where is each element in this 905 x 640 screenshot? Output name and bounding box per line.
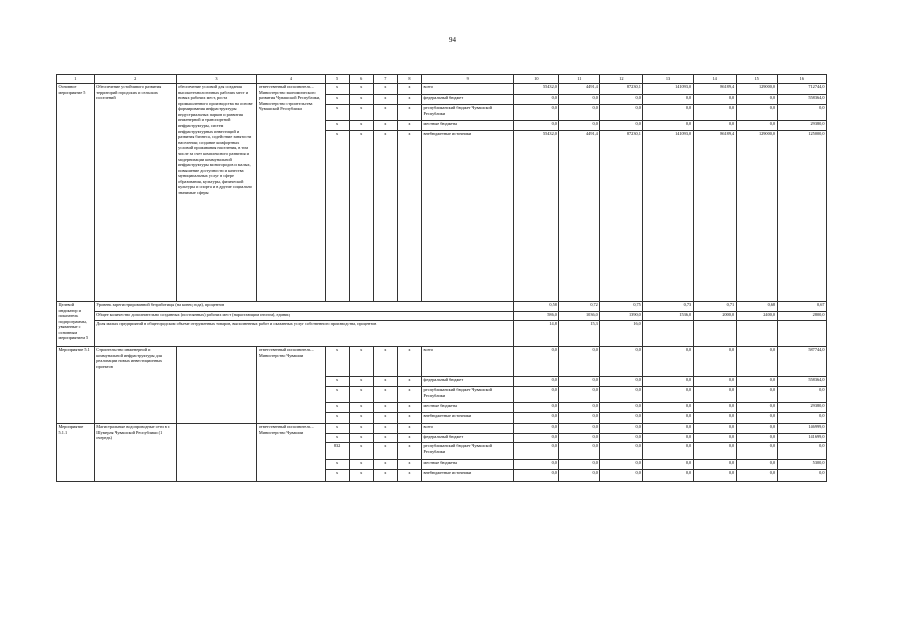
budget-code: x <box>397 387 421 403</box>
table-row <box>57 424 827 434</box>
budget-code: x <box>325 131 349 302</box>
column-number: 13 <box>643 75 693 84</box>
funding-source: федеральный бюджет <box>422 95 514 105</box>
budget-code: x <box>397 121 421 131</box>
funding-source: местные бюджеты <box>422 121 514 131</box>
amount-cell: 0,0 <box>559 460 600 470</box>
amount-cell: 0,0 <box>600 377 643 387</box>
amount-cell: 0,0 <box>693 413 736 424</box>
budget-code: x <box>349 403 373 413</box>
amount-cell: 0,0 <box>600 424 643 434</box>
amount-cell: 87230,1 <box>600 131 643 302</box>
budget-code: x <box>373 95 397 105</box>
measure-name: Мероприятие 5.1 <box>57 347 95 424</box>
measure-name: Мероприятие 5.1.1 <box>57 424 95 482</box>
budget-code: x <box>325 424 349 434</box>
budget-code: x <box>373 443 397 460</box>
budget-code: x <box>397 413 421 424</box>
budget-code: x <box>373 434 397 443</box>
amount-cell: 0,0 <box>643 470 693 482</box>
indicator-value: 0,73 <box>643 302 693 312</box>
amount-cell: 146999,0 <box>777 424 826 434</box>
amount-cell: 0,0 <box>514 434 559 443</box>
budget-code: x <box>373 347 397 377</box>
column-number: 6 <box>349 75 373 84</box>
amount-cell: 0,0 <box>693 403 736 413</box>
budget-code: x <box>349 347 373 377</box>
amount-cell: 0,0 <box>693 121 736 131</box>
budget-code: x <box>397 443 421 460</box>
measure-goal <box>176 424 257 482</box>
budget-code: x <box>349 105 373 121</box>
indicator-value <box>693 321 736 347</box>
amount-cell: 0,0 <box>736 377 777 387</box>
indicator-label: Целевой индикатор и показатель подпрограммы, увязанные с основным мероприятием 5 <box>57 302 95 347</box>
amount-cell: 0,0 <box>514 413 559 424</box>
budget-code: x <box>349 470 373 482</box>
amount-cell: 0,0 <box>559 443 600 460</box>
column-number: 10 <box>514 75 559 84</box>
amount-cell: 0,0 <box>736 403 777 413</box>
amount-cell: 29380,0 <box>777 403 826 413</box>
indicator-value: 2800,0 <box>777 312 826 321</box>
budget-code: x <box>349 95 373 105</box>
funding-source: федеральный бюджет <box>422 377 514 387</box>
column-number: 2 <box>94 75 176 84</box>
amount-cell: 0,0 <box>559 434 600 443</box>
amount-cell: 0,0 <box>559 121 600 131</box>
amount-cell: 0,0 <box>559 403 600 413</box>
measure-name: Основное мероприятие 5 <box>57 84 95 302</box>
responsible: ответственный исполнитель – Министерство Чувашии <box>257 347 325 424</box>
table-row <box>57 321 827 347</box>
amount-cell: 0,0 <box>643 413 693 424</box>
budget-code: x <box>325 84 349 95</box>
table-row <box>57 347 827 377</box>
amount-cell: 0,0 <box>736 95 777 105</box>
amount-cell: 0,0 <box>693 347 736 377</box>
budget-code: x <box>325 95 349 105</box>
amount-cell: 0,0 <box>736 424 777 434</box>
indicator-value: 14,8 <box>514 321 559 347</box>
amount-cell: 0,0 <box>693 470 736 482</box>
budget-code: x <box>325 403 349 413</box>
budget-code: x <box>373 470 397 482</box>
amount-cell: 0,0 <box>559 413 600 424</box>
amount-cell: 0,0 <box>514 460 559 470</box>
indicator-value: 0,71 <box>693 302 736 312</box>
indicator-name: Общее количество дополнительно созданных (постоянных) рабочих мест (нарастающим итогом), единиц <box>94 312 514 321</box>
column-number: 4 <box>257 75 325 84</box>
amount-cell: 141699,0 <box>777 434 826 443</box>
measure-title: Строительство инженерной и коммунальной инфраструктуры для реализации новых инвестиционных проектов <box>94 347 176 424</box>
budget-code: x <box>397 347 421 377</box>
amount-cell: 55432,0 <box>514 84 559 95</box>
budget-code: x <box>373 84 397 95</box>
amount-cell: 0,0 <box>514 105 559 121</box>
table-row <box>57 312 827 321</box>
indicator-value: 15,3 <box>559 321 600 347</box>
amount-cell: 129000,0 <box>736 84 777 95</box>
budget-code: x <box>325 413 349 424</box>
program-table <box>56 74 827 482</box>
budget-code: x <box>373 424 397 434</box>
measure-title: Обеспечение устойчивого развития территорий городских и сельских поселений <box>94 84 176 302</box>
amount-cell: 141093,0 <box>643 131 693 302</box>
budget-code: x <box>373 387 397 403</box>
funding-source: всего <box>422 424 514 434</box>
amount-cell: 0,0 <box>643 424 693 434</box>
funding-source: федеральный бюджет <box>422 434 514 443</box>
funding-source: республиканский бюджет Чувашской Республики <box>422 105 514 121</box>
amount-cell: 0,0 <box>643 377 693 387</box>
funding-source: всего <box>422 347 514 377</box>
budget-code: x <box>349 443 373 460</box>
indicator-value: 2000,0 <box>693 312 736 321</box>
amount-cell: 0,0 <box>600 95 643 105</box>
budget-code: x <box>373 105 397 121</box>
column-number: 1 <box>57 75 95 84</box>
amount-cell: 0,0 <box>559 347 600 377</box>
amount-cell: 0,0 <box>643 403 693 413</box>
amount-cell: 587744,0 <box>777 347 826 377</box>
column-number: 12 <box>600 75 643 84</box>
budget-code: x <box>397 470 421 482</box>
indicator-value <box>643 321 693 347</box>
measure-goal: обеспечение условий для создания высокотехнологичных рабочих мест и новых рабочих мест, роста промышленного производства на основе формирования инфраструктуры индустриальных парков и развития инженерной и транспортной инфраструктуры, систем инфраструктурных инвестиций и развития бизнеса, содействие занятости населения; создание комфортных условий проживания населения, в том числе за счет комплексного развития и модернизации коммунальной инфраструктуры моногородов и малых, повышение доступности и качества муниципальных услуг в сфере образования, культуры, физической культуры и спорта и в другие социально значимые сферы <box>176 84 257 302</box>
amount-cell: 0,0 <box>600 470 643 482</box>
indicator-value: 1390,0 <box>600 312 643 321</box>
budget-code: x <box>397 377 421 387</box>
budget-code: x <box>325 347 349 377</box>
column-number: 5 <box>325 75 349 84</box>
budget-code: x <box>325 434 349 443</box>
amount-cell: 0,0 <box>600 105 643 121</box>
column-number-row <box>57 75 827 84</box>
amount-cell: 0,0 <box>600 443 643 460</box>
amount-cell: 0,0 <box>777 443 826 460</box>
funding-source: внебюджетные источники <box>422 470 514 482</box>
budget-code: x <box>373 403 397 413</box>
amount-cell: 0,0 <box>600 121 643 131</box>
budget-code: x <box>349 131 373 302</box>
budget-code: x <box>349 434 373 443</box>
measure-goal <box>176 347 257 424</box>
amount-cell: 0,0 <box>693 424 736 434</box>
budget-code: x <box>373 121 397 131</box>
amount-cell: 0,0 <box>559 387 600 403</box>
amount-cell: 4491,4 <box>559 131 600 302</box>
budget-code: x <box>397 460 421 470</box>
amount-cell: 0,0 <box>736 347 777 377</box>
amount-cell: 0,0 <box>777 413 826 424</box>
funding-source: внебюджетные источники <box>422 413 514 424</box>
budget-code: x <box>397 95 421 105</box>
amount-cell: 0,0 <box>514 470 559 482</box>
amount-cell: 712744,0 <box>777 84 826 95</box>
budget-code: x <box>373 377 397 387</box>
indicator-value: 2400,0 <box>736 312 777 321</box>
budget-code: x <box>349 424 373 434</box>
indicator-value: 1036,0 <box>559 312 600 321</box>
amount-cell: 0,0 <box>643 387 693 403</box>
amount-cell: 0,0 <box>736 443 777 460</box>
indicator-value: 0,72 <box>559 302 600 312</box>
responsible: ответственный исполнитель – Министерство экономического развития Чувашской Республики, Министерство строительства Чувашской Республики <box>257 84 325 302</box>
budget-code: 832 <box>325 443 349 460</box>
budget-code: x <box>397 84 421 95</box>
amount-cell: 0,0 <box>736 470 777 482</box>
amount-cell: 0,0 <box>600 347 643 377</box>
amount-cell: 0,0 <box>693 443 736 460</box>
column-number: 14 <box>693 75 736 84</box>
amount-cell: 55432,0 <box>514 131 559 302</box>
amount-cell: 86189,4 <box>693 131 736 302</box>
indicator-value: 0,67 <box>777 302 826 312</box>
amount-cell: 129000,0 <box>736 131 777 302</box>
budget-code: x <box>373 413 397 424</box>
amount-cell: 141093,0 <box>643 84 693 95</box>
amount-cell: 0,0 <box>514 347 559 377</box>
budget-code: x <box>349 84 373 95</box>
amount-cell: 0,0 <box>600 413 643 424</box>
budget-code: x <box>325 387 349 403</box>
amount-cell: 86189,4 <box>693 84 736 95</box>
amount-cell: 0,0 <box>736 434 777 443</box>
budget-code: x <box>349 121 373 131</box>
budget-code: x <box>349 460 373 470</box>
amount-cell: 5300,0 <box>777 460 826 470</box>
amount-cell: 0,0 <box>693 434 736 443</box>
amount-cell: 0,0 <box>693 387 736 403</box>
amount-cell: 0,0 <box>514 403 559 413</box>
amount-cell: 558364,0 <box>777 95 826 105</box>
amount-cell: 4491,4 <box>559 84 600 95</box>
funding-source: всего <box>422 84 514 95</box>
column-number: 3 <box>176 75 257 84</box>
amount-cell: 87230,1 <box>600 84 643 95</box>
amount-cell: 558364,0 <box>777 377 826 387</box>
indicator-value: 0,68 <box>736 302 777 312</box>
amount-cell: 0,0 <box>736 105 777 121</box>
amount-cell: 0,0 <box>643 95 693 105</box>
amount-cell: 0,0 <box>693 95 736 105</box>
budget-code: x <box>397 131 421 302</box>
indicator-value: 586,0 <box>514 312 559 321</box>
budget-code: x <box>397 434 421 443</box>
indicator-value: 0,58 <box>514 302 559 312</box>
column-number: 7 <box>373 75 397 84</box>
indicator-name: Доля малых предприятий в общегородском объеме отгруженных товаров, выполненных работ и оказанных услуг собственного производства, процентов <box>94 321 514 347</box>
measure-title: Магистральные водопроводные сети в г. Шумерля Чувашской Республики (1 очередь) <box>94 424 176 482</box>
amount-cell: 0,0 <box>643 434 693 443</box>
indicator-value: 1536,0 <box>643 312 693 321</box>
amount-cell: 0,0 <box>600 403 643 413</box>
amount-cell: 0,0 <box>777 387 826 403</box>
budget-code: x <box>373 131 397 302</box>
budget-code: x <box>325 460 349 470</box>
indicator-value: 16,0 <box>600 321 643 347</box>
amount-cell: 0,0 <box>693 105 736 121</box>
amount-cell: 0,0 <box>559 377 600 387</box>
amount-cell: 0,0 <box>514 443 559 460</box>
amount-cell: 0,0 <box>643 347 693 377</box>
responsible: ответственный исполнитель – Министерство Чувашии <box>257 424 325 482</box>
budget-code: x <box>349 377 373 387</box>
amount-cell: 125000,0 <box>777 131 826 302</box>
page-number: 94 <box>449 36 456 44</box>
amount-cell: 0,0 <box>643 460 693 470</box>
amount-cell: 0,0 <box>559 424 600 434</box>
indicator-value: 0,75 <box>600 302 643 312</box>
amount-cell: 0,0 <box>693 377 736 387</box>
amount-cell: 0,0 <box>514 387 559 403</box>
amount-cell: 0,0 <box>777 105 826 121</box>
table-body <box>57 75 827 482</box>
indicator-value <box>736 321 777 347</box>
amount-cell: 0,0 <box>643 105 693 121</box>
column-number: 16 <box>777 75 826 84</box>
amount-cell: 0,0 <box>600 387 643 403</box>
amount-cell: 0,0 <box>643 443 693 460</box>
budget-code: x <box>325 377 349 387</box>
budget-code: x <box>325 470 349 482</box>
amount-cell: 0,0 <box>643 121 693 131</box>
amount-cell: 0,0 <box>514 377 559 387</box>
budget-code: x <box>397 424 421 434</box>
column-number: 8 <box>397 75 421 84</box>
budget-code: x <box>325 105 349 121</box>
amount-cell: 0,0 <box>559 95 600 105</box>
column-number: 11 <box>559 75 600 84</box>
amount-cell: 0,0 <box>514 121 559 131</box>
amount-cell: 0,0 <box>559 470 600 482</box>
amount-cell: 0,0 <box>600 460 643 470</box>
funding-source: местные бюджеты <box>422 460 514 470</box>
budget-code: x <box>397 403 421 413</box>
amount-cell: 29380,0 <box>777 121 826 131</box>
funding-source: внебюджетные источники <box>422 131 514 302</box>
amount-cell: 0,0 <box>600 434 643 443</box>
amount-cell: 0,0 <box>514 424 559 434</box>
funding-source: местные бюджеты <box>422 403 514 413</box>
amount-cell: 0,0 <box>693 460 736 470</box>
column-number: 15 <box>736 75 777 84</box>
amount-cell: 0,0 <box>777 470 826 482</box>
column-number: 9 <box>422 75 514 84</box>
indicator-value <box>777 321 826 347</box>
amount-cell: 0,0 <box>736 460 777 470</box>
amount-cell: 0,0 <box>514 95 559 105</box>
budget-code: x <box>349 413 373 424</box>
amount-cell: 0,0 <box>559 105 600 121</box>
budget-code: x <box>325 121 349 131</box>
amount-cell: 0,0 <box>736 387 777 403</box>
funding-source: республиканский бюджет Чувашской Республики <box>422 387 514 403</box>
amount-cell: 0,0 <box>736 413 777 424</box>
budget-code: x <box>397 105 421 121</box>
budget-code: x <box>349 387 373 403</box>
amount-cell: 0,0 <box>736 121 777 131</box>
table-row <box>57 84 827 95</box>
funding-source: республиканский бюджет Чувашской Республики <box>422 443 514 460</box>
table-row <box>57 302 827 312</box>
indicator-name: Уровень зарегистрированной безработицы (на конец года), процентов <box>94 302 514 312</box>
budget-code: x <box>373 460 397 470</box>
